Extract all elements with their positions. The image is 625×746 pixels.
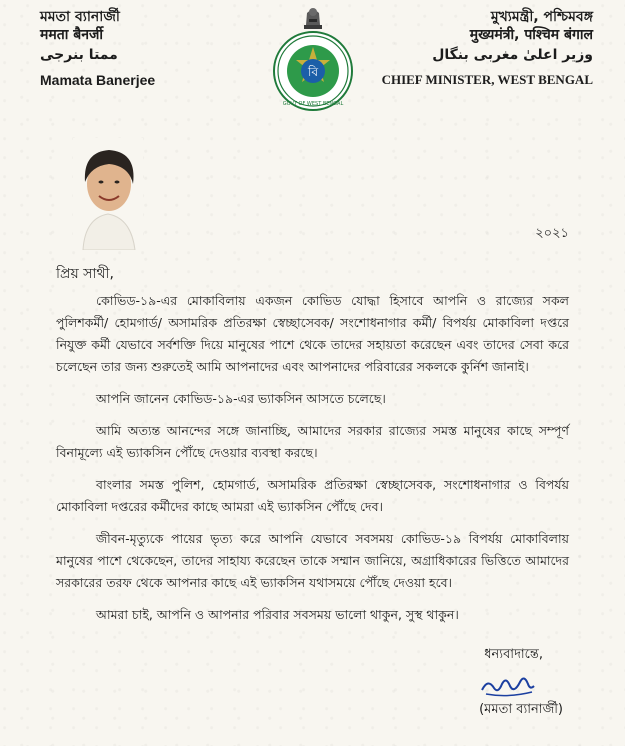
title-hindi: मुख्यमंत्री, पश्चिम बंगाल bbox=[469, 27, 593, 43]
name-bengali: মমতা ব্যানার্জী bbox=[40, 9, 120, 25]
closing: ধন্যবাদান্তে, bbox=[484, 647, 543, 662]
letter-body bbox=[56, 290, 569, 636]
portrait-photo bbox=[73, 138, 143, 250]
header-right bbox=[382, 8, 593, 90]
letter-date: ২০২১ bbox=[535, 226, 569, 241]
seal-caption: GOVT OF WEST BENGAL bbox=[282, 101, 344, 107]
title-urdu: وزیر اعلیٰ مغربی بنگال bbox=[432, 47, 593, 63]
name-english: Mamata Banerjee bbox=[40, 72, 156, 88]
paragraph: জীবন-মৃত্যুকে পায়ের ভৃত্য করে আপনি যেভাবে সবসময় কোভিড-১৯ বিপর্যয় মোকাবিলায় মানুষের পাশে থেকেছেন, তাদের সাহায্য করেছেন তাকে সম্মান জানিয়ে, অগ্রাধিকারের ভিত্তিতে আমাদের সরকারের তরফ থেকে আপনার কাছে এই ভ্যাকসিন যথাসময়ে পৌঁছে দেওয়া হবে। bbox=[56, 531, 569, 590]
salutation: প্রিয় সাথী, bbox=[56, 266, 114, 282]
paragraph: আমরা চাই, আপনি ও আপনার পরিবার সবসময় ভালো থাকুন, সুস্থ থাকুন। bbox=[96, 607, 459, 622]
paragraph: বাংলার সমস্ত পুলিশ, হোমগার্ড, অসামরিক প্রতিরক্ষা স্বেচ্ছাসেবক, সংশোধনাগার ও বিপর্যয় মোকাবিলা দপ্তরের কর্মীদের কাছে আমরা এই ভ্যাকসিন পৌঁছে দেব। bbox=[56, 477, 569, 514]
west-bengal-seal-icon bbox=[272, 30, 354, 112]
svg-text:বি: বি bbox=[307, 65, 319, 79]
paragraph: আমি অত্যন্ত আনন্দের সঙ্গে জানাচ্ছি, আমাদের সরকার রাজ্যের সমস্ত মানুষের কাছে সম্পূর্ণ বিনামূল্যে এই ভ্যাকসিন পৌঁছে দেওয়ার ব্যবস্থা করছে। bbox=[56, 423, 569, 460]
paragraph: কোভিড-১৯-এর মোকাবিলায় একজন কোভিড যোদ্ধা হিসাবে আপনি ও রাজ্যের সকল পুলিশকর্মী/ হোমগার্ড/ অসামরিক প্রতিরক্ষা স্বেচ্ছাসেবক/ সংশোধনাগার কর্মী/ বিপর্যয় মোকাবিলা দপ্তরে নিযুক্ত কর্মী যেভাবে সর্বশক্তি দিয়ে মানুষের পাশে থেকে তাদের সহায়তা করেছেন এবং তাদের সেবা করে চলেছেন তার জন্য শুরুতেই আমি আপনাদের এবং আপনাদের পরিবারের সকলকে কুর্নিশ জানাই। bbox=[56, 293, 569, 374]
signature-name: (মমতা ব্যানার্জী) bbox=[479, 702, 563, 717]
signature-icon bbox=[478, 668, 538, 700]
name-hindi: ममता बैनर्जी bbox=[40, 27, 104, 43]
name-urdu: ممتا بنرجی bbox=[40, 47, 118, 63]
paragraph: আপনি জানেন কোভিড-১৯-এর ভ্যাকসিন আসতে চলেছে। bbox=[96, 391, 386, 406]
header-left bbox=[40, 8, 155, 90]
title-english: CHIEF MINISTER, WEST BENGAL bbox=[381, 72, 593, 87]
national-emblem-icon bbox=[298, 5, 328, 31]
title-bengali: মুখ্যমন্ত্রী, পশ্চিমবঙ্গ bbox=[490, 9, 593, 25]
